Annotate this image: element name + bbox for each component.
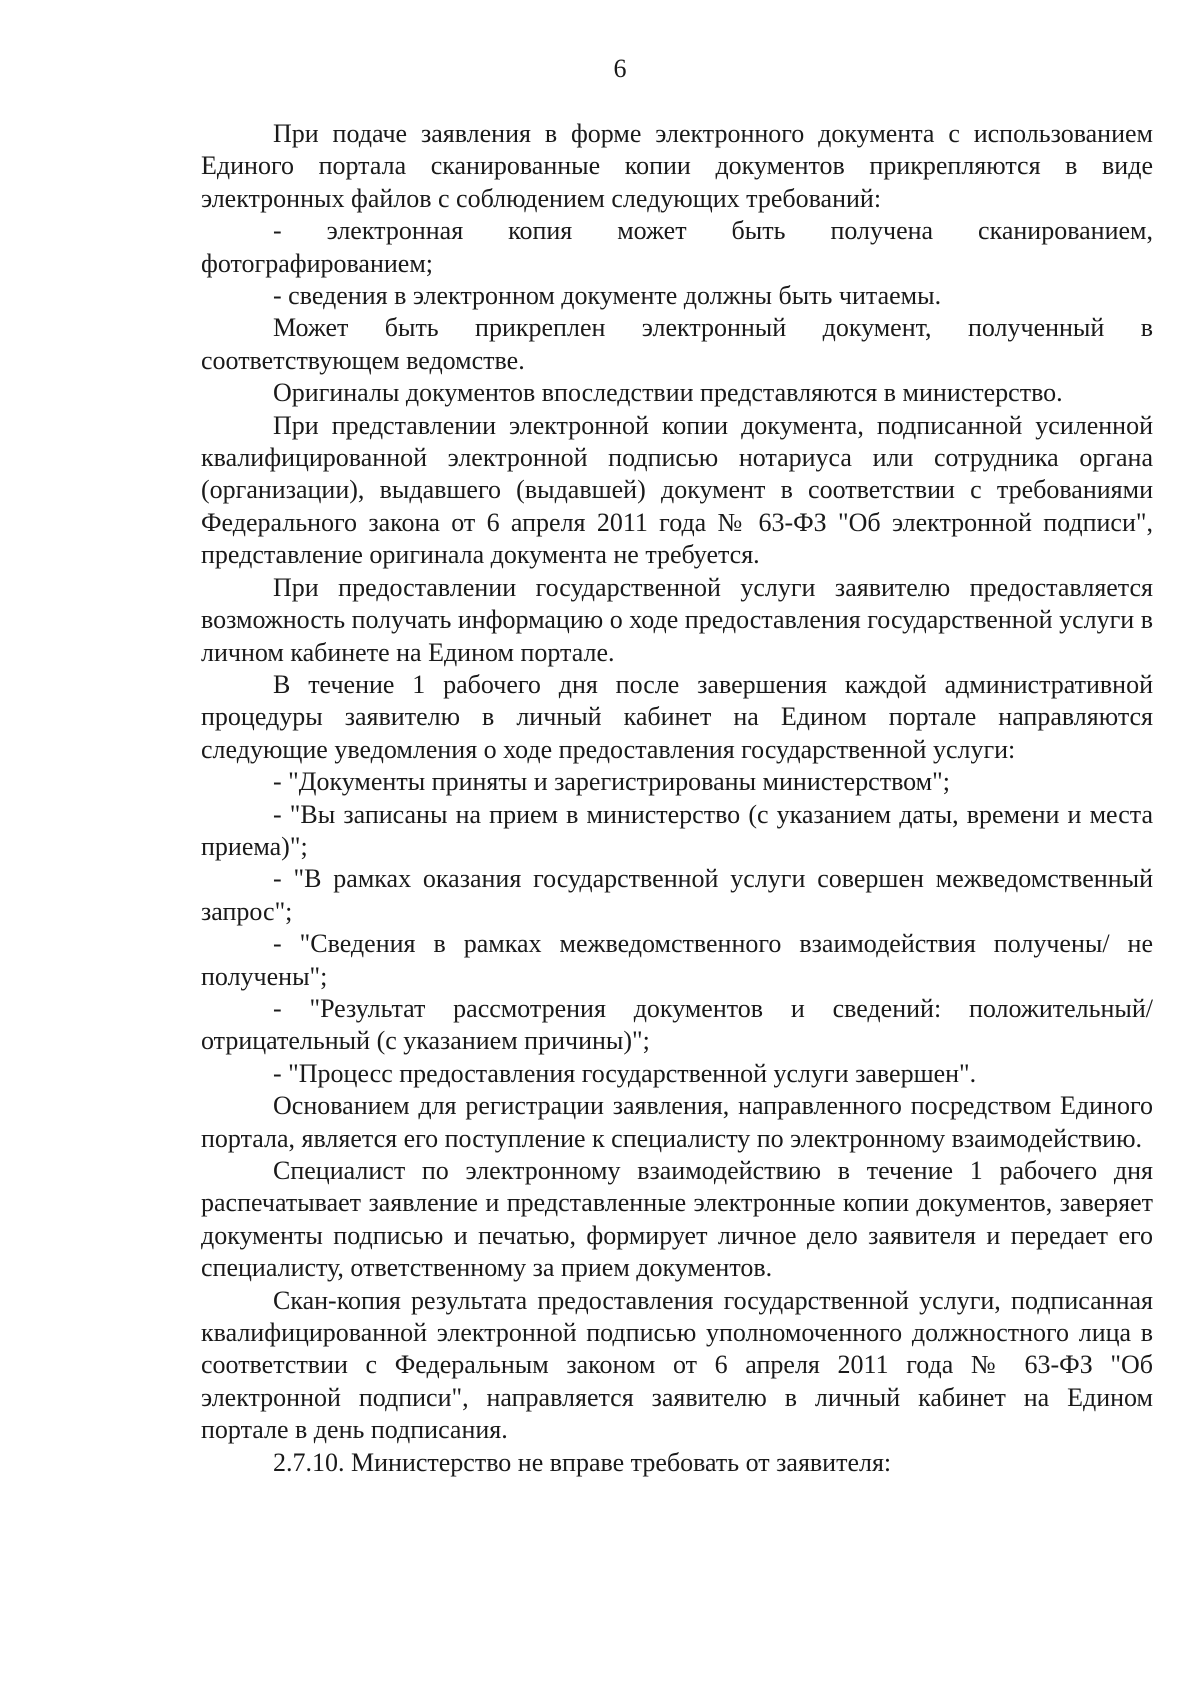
notification-item: - "Процесс предоставления государственной услуги завершен". (273, 1058, 977, 1088)
notification-item: - "Сведения в рамках межведомственного взаимодействия получены/ не получены"; (201, 929, 1153, 991)
paragraph-attached-document: Может быть прикреплен электронный документ, полученный в соответствующем ведомстве. (201, 313, 1153, 375)
document-body (201, 118, 1153, 1479)
list-item-readable: - сведения в электронном документе должны быть читаемы. (273, 281, 942, 311)
list-item-scanning: - электронная копия может быть получена сканированием, фотографированием; (201, 216, 1153, 278)
paragraph-electronic-signature: При представлении электронной копии документа, подписанной усиленной квалифицированной электронной подписью нотариуса или сотрудника органа (организации), выдавшего (выдавшей) документ в соответствии с требованиями Федерального закона от 6 апреля 2011 года № 63-ФЗ "Об электронной подписи", представление оригинала документа не требуется. (201, 410, 1153, 570)
paragraph-originals: Оригиналы документов впоследствии представляются в министерство. (273, 378, 1063, 408)
paragraph-filing-requirements: При подаче заявления в форме электронного документа с использованием Единого портала сканированные копии документов прикрепляются в виде электронных файлов с соблюдением следующих требований: (201, 119, 1153, 213)
paragraph-specialist-actions: Специалист по электронному взаимодействию в течение 1 рабочего дня распечатывает заявление и представленные электронные копии документов, заверяет документы подписью и печатью, формирует личное дело заявителя и передает его специалисту, ответственному за прием документов. (201, 1156, 1153, 1283)
notification-item: - "Результат рассмотрения документов и сведений: положительный/отрицательный (с указанием причины)"; (201, 993, 1153, 1056)
section-2-7-10-heading: 2.7.10. Министерство не вправе требовать от заявителя: (273, 1447, 892, 1477)
paragraph-progress-info: При предоставлении государственной услуги заявителю предоставляется возможность получать информацию о ходе предоставления государственной услуги в личном кабинете на Едином портале. (201, 572, 1153, 667)
page-number: 6 (613, 54, 627, 83)
paragraph-registration-basis: Основанием для регистрации заявления, направленного посредством Единого портала, является его поступление к специалисту по электронному взаимодействию. (201, 1091, 1153, 1153)
paragraph-scan-copy-result: Скан-копия результата предоставления государственной услуги, подписанная квалифицированной электронной подписью уполномоченного должностного лица в соответствии с Федеральным законом от 6 апреля 2011 года № 63-ФЗ "Об электронной подписи", направляется заявителю в личный кабинет на Едином портале в день подписания. (201, 1285, 1153, 1445)
notification-item: - "Документы приняты и зарегистрированы министерством"; (273, 767, 950, 797)
notification-item: - "В рамках оказания государственной услуги совершен межведомственный запрос"; (201, 864, 1153, 926)
paragraph-notifications: В течение 1 рабочего дня после завершения каждой административной процедуры заявителю в личный кабинет на Едином портале направляются следующие уведомления о ходе предоставления государственной услуги: (201, 669, 1153, 764)
notification-item: - "Вы записаны на прием в министерство (с указанием даты, времени и места приема)"; (201, 799, 1153, 861)
